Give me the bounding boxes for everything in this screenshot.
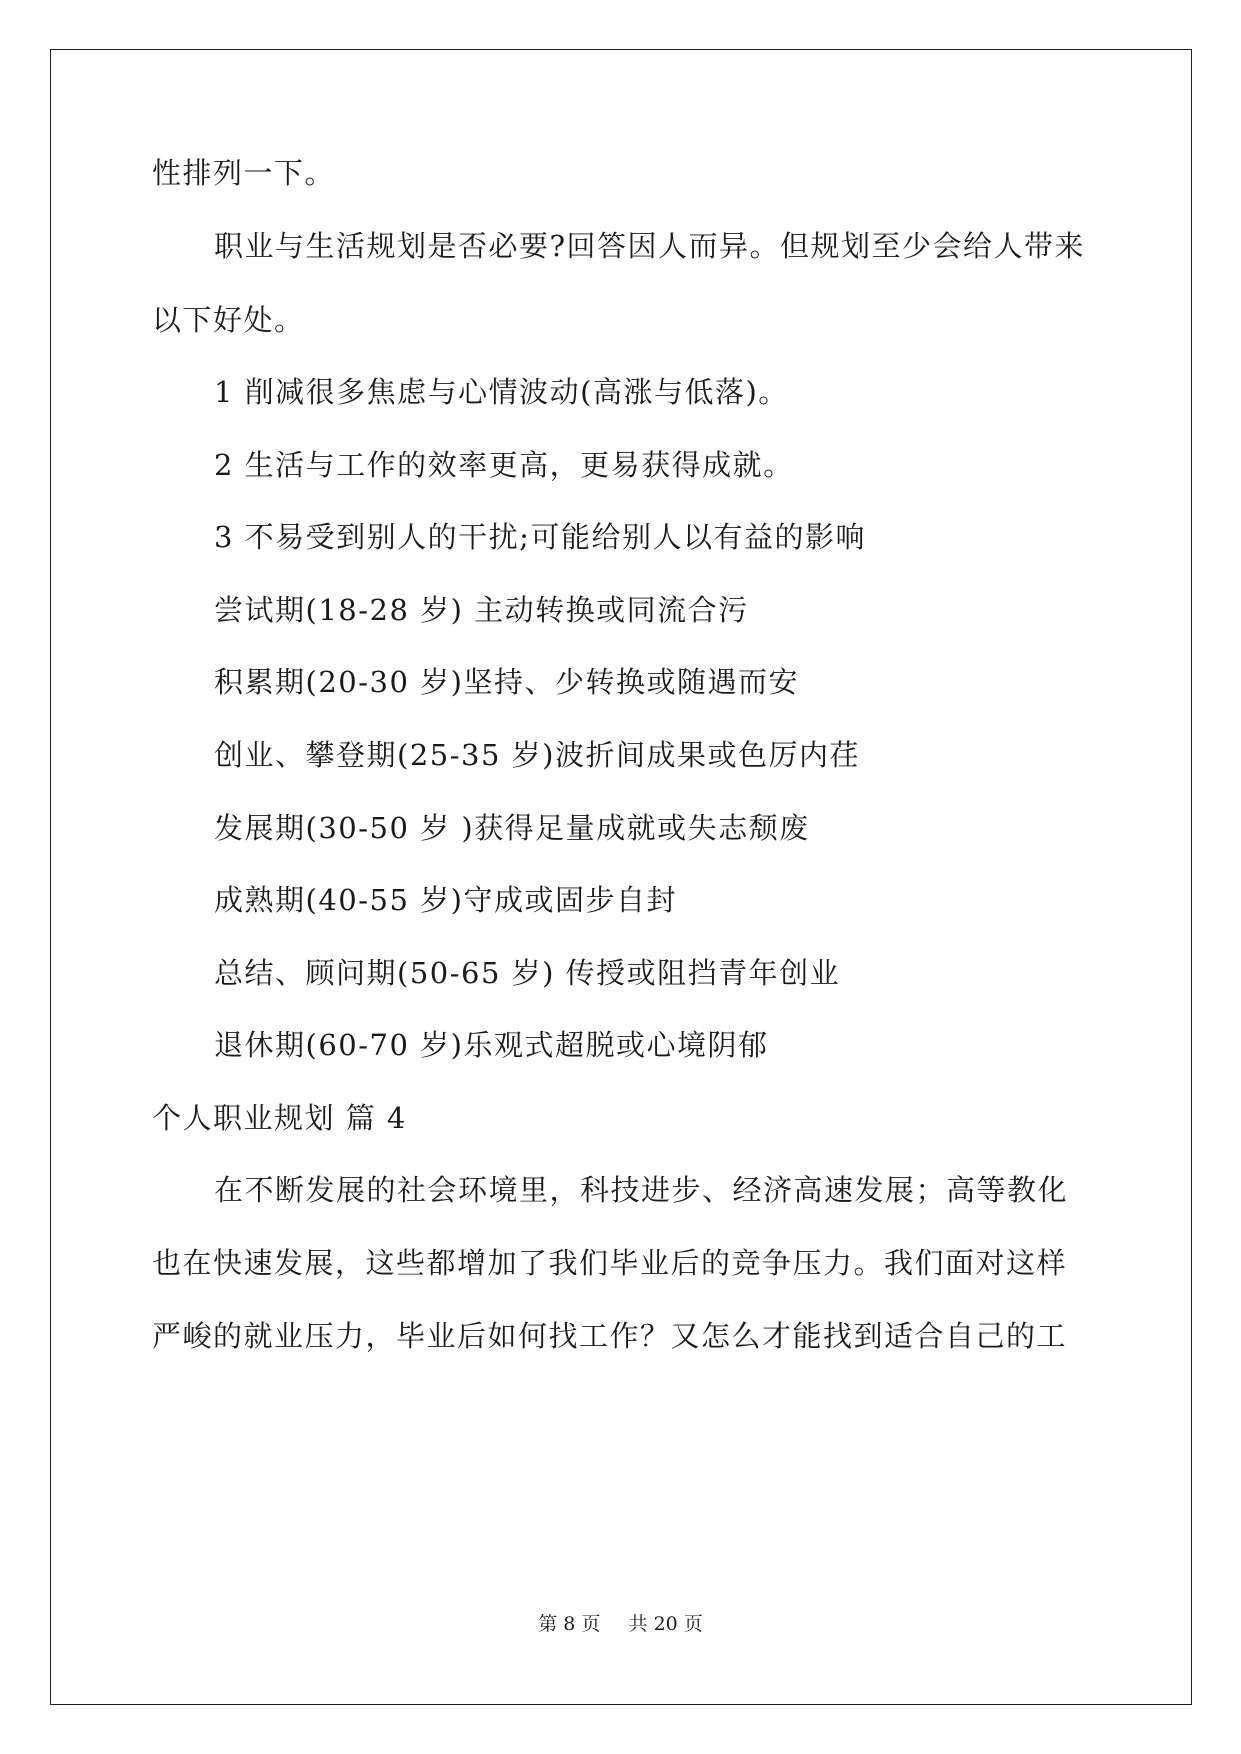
stage-item: 总结、顾问期(50-65 岁) 传授或阻挡青年创业 <box>214 956 841 990</box>
stage-item: 退休期(60-70 岁)乐观式超脱或心境阴郁 <box>214 1028 769 1062</box>
body-text-line: 职业与生活规划是否必要?回答因人而异。但规划至少会给人带来 <box>214 229 1086 263</box>
page-number: 第 8 页 <box>538 1613 601 1635</box>
body-text-line: 严峻的就业压力，毕业后如何找工作？又怎么才能找到适合自己的工 <box>152 1319 1068 1353</box>
body-text-line: 在不断发展的社会环境里，科技进步、经济高速发展；高等教化 <box>214 1173 1069 1207</box>
body-text-line: 也在快速发展，这些都增加了我们毕业后的竞争压力。我们面对这样 <box>152 1246 1068 1280</box>
body-text-line: 性排列一下。 <box>152 156 336 190</box>
list-item: 3 不易受到别人的干扰;可能给别人以有益的影响 <box>214 520 866 554</box>
page-footer <box>0 1612 1241 1636</box>
stage-item: 积累期(20-30 岁)坚持、少转换或随遇而安 <box>214 665 799 699</box>
page-border <box>50 49 1192 1705</box>
list-item: 1 削减很多焦虑与心情波动(高涨与低落)。 <box>214 375 789 409</box>
body-text-line: 以下好处。 <box>152 303 305 337</box>
page-total: 共 20 页 <box>628 1613 703 1635</box>
list-item: 2 生活与工作的效率更高，更易获得成就。 <box>214 448 794 482</box>
stage-item: 尝试期(18-28 岁) 主动转换或同流合污 <box>214 593 749 627</box>
stage-item: 成熟期(40-55 岁)守成或固步自封 <box>214 883 677 917</box>
stage-item: 创业、攀登期(25-35 岁)波折间成果或色厉内荏 <box>214 738 860 772</box>
stage-item: 发展期(30-50 岁 )获得足量成就或失志颓废 <box>214 811 810 845</box>
section-heading: 个人职业规划 篇 4 <box>152 1101 407 1135</box>
